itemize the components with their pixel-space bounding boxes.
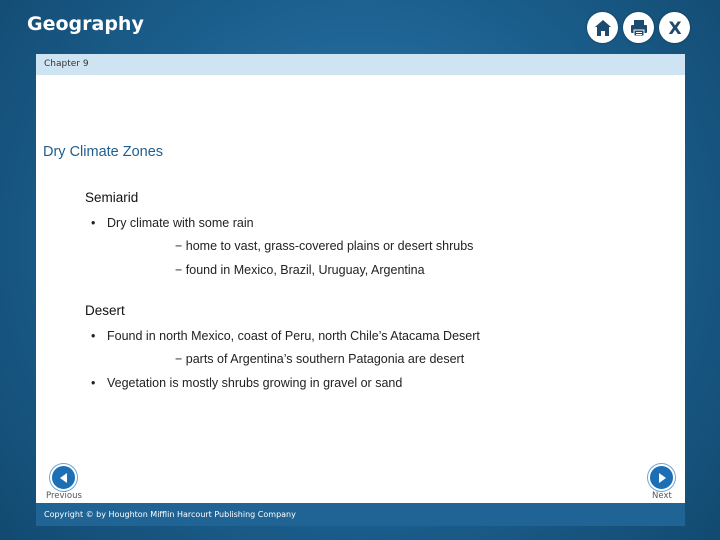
- bullet-text: Vegetation is mostly shrubs growing in gravel or sand: [107, 376, 403, 390]
- bullet-item: [91, 376, 402, 390]
- next-button[interactable]: [648, 464, 675, 491]
- home-icon: [593, 18, 613, 38]
- close-icon: [665, 18, 685, 38]
- arrow-right-icon: [656, 472, 668, 484]
- bullet-item: [91, 216, 254, 230]
- bullet-dot: •: [91, 216, 96, 230]
- bullet-item: [91, 329, 480, 343]
- bullet-text: Found in north Mexico, coast of Peru, north Chile’s Atacama Desert: [107, 329, 480, 343]
- sub-bullet: − found in Mexico, Brazil, Uruguay, Argentina: [175, 263, 425, 277]
- close-button[interactable]: [659, 12, 690, 43]
- arrow-left-icon: [58, 472, 70, 484]
- section-heading-semiarid: Semiarid: [85, 190, 139, 205]
- slide-panel: [36, 54, 685, 526]
- previous-label[interactable]: Previous: [46, 491, 82, 501]
- print-button[interactable]: [623, 12, 654, 43]
- print-icon: [629, 18, 649, 38]
- sub-bullet: − home to vast, grass-covered plains or desert shrubs: [175, 239, 474, 253]
- home-button[interactable]: [587, 12, 618, 43]
- app-title: Geography: [27, 13, 144, 35]
- copyright-text: Copyright © by Houghton Mifflin Harcourt Publishing Company: [44, 510, 296, 519]
- sub-bullet: − parts of Argentina’s southern Patagonia are desert: [175, 352, 465, 366]
- next-label[interactable]: Next: [652, 491, 672, 501]
- toolbar: [587, 12, 690, 43]
- chapter-label: Chapter 9: [44, 59, 89, 69]
- slide-title: Dry Climate Zones: [43, 144, 164, 160]
- bullet-dot: •: [91, 329, 96, 343]
- svg-text:X: X: [667, 18, 682, 38]
- previous-button[interactable]: [50, 464, 77, 491]
- section-heading-desert: Desert: [85, 303, 125, 318]
- bullet-text: Dry climate with some rain: [107, 216, 254, 230]
- bullet-dot: •: [91, 376, 96, 390]
- footer-bar: [36, 503, 685, 526]
- chapter-bar: [36, 54, 685, 75]
